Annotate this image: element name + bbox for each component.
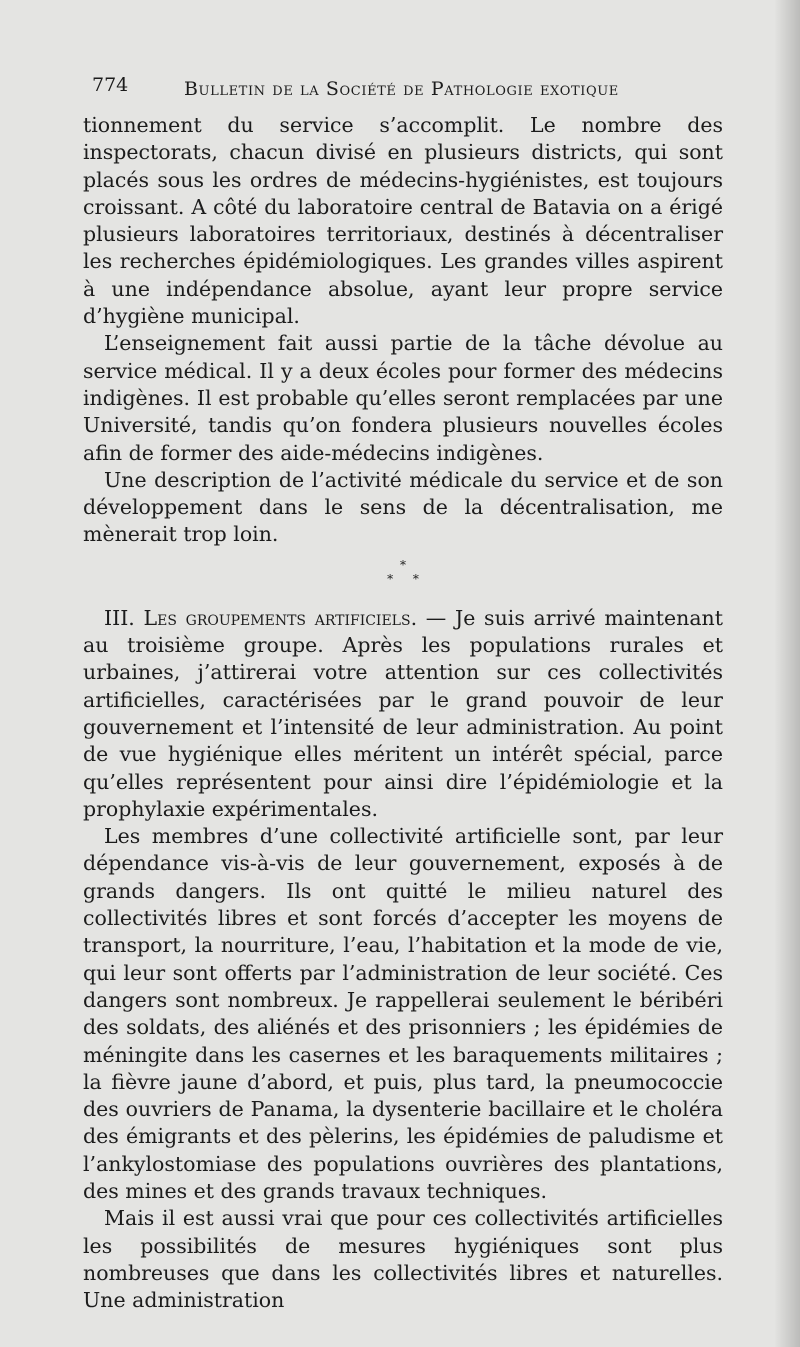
section-paragraph [83,605,723,823]
paragraph-enseignement: L’enseignement fait aussi partie de la tâche dévolue au service médical. Il y a deux écoles pour former des médecins indigènes. Il est probable qu’elles seront remplacées par une Université, tandis qu’on fondera plusieurs nouvelles écoles afin de former des aide-médecins indigènes. [83,331,723,465]
paragraph-continuation: tionnement du service s’accomplit. Le nombre des inspectorats, chacun divisé en plusieurs districts, qui sont placés sous les ordres de médecins-hygiénistes, est toujours croissant. A côté du laboratoire central de Batavia on a érigé plusieurs laboratoires territoriaux, destinés à décentraliser les recherches épidémiologiques. Les grandes villes aspirent à une indépendance absolue, ayant leur propre service d’hygiène municipal. [83,113,723,329]
section-heading: III. Les groupements artificiels. [104,605,418,630]
paragraph-mais: Mais il est aussi vrai que pour ces collectivités artificielles les possibilités de mesures hygiéniques sont plus nombreuses que dans les collectivités libres et naturelles. Une administration [83,1206,723,1313]
asterisk-top: * [400,557,406,572]
running-header [92,68,652,98]
journal-title: Bulletin de la Société de Pathologie exotique [184,78,619,100]
paragraph-description: Une description de l’activité médicale du service et de son développement dans le sens de la décentralisation, me mènerait trop loin. [83,467,723,547]
body-text [83,112,723,1314]
section-lead-text: — Je suis arrivé maintenant au troisième groupe. Après les populations rurales et urbaines, j’attirerai votre attention sur ces collectivités artificielles, caractérisées par le grand pouvoir de leur gouvernement et l’intensité de leur administration. Au point de vue hygiénique elles méritent un intérêt spécial, parce qu’elles représentent pour ainsi dire l’épidémiologie et la prophylaxie expérimentales. [83,605,723,821]
page-number: 774 [92,74,129,96]
paragraph-membres: Les membres d’une collectivité artificielle sont, par leur dépendance vis-à-vis de leur gouvernement, exposés à de grands dangers. Ils ont quitté le milieu naturel des collectivités libres et sont forcés d’accepter les moyens de transport, la nourriture, l’eau, l’habitation et la mode de vie, qui leur sont offerts par l’administration de leur société. Ces dangers sont nombreux. Je rappellerai seulement le béribéri des soldats, des aliénés et des prisonniers ; les épidémies de méningite dans les casernes et les baraquements militaires ; la fièvre jaune d’abord, et puis, plus tard, la pneumococcie des ouvriers de Panama, la dysenterie bacillaire et le choléra des émigrants et des pèlerins, les épidémies de paludisme et l’ankylostomiase des populations ouvrières des plantations, des mines et des grands travaux techniques. [83,824,723,1203]
asterisk-bottom: * * [387,571,427,586]
section-separator [83,549,723,605]
